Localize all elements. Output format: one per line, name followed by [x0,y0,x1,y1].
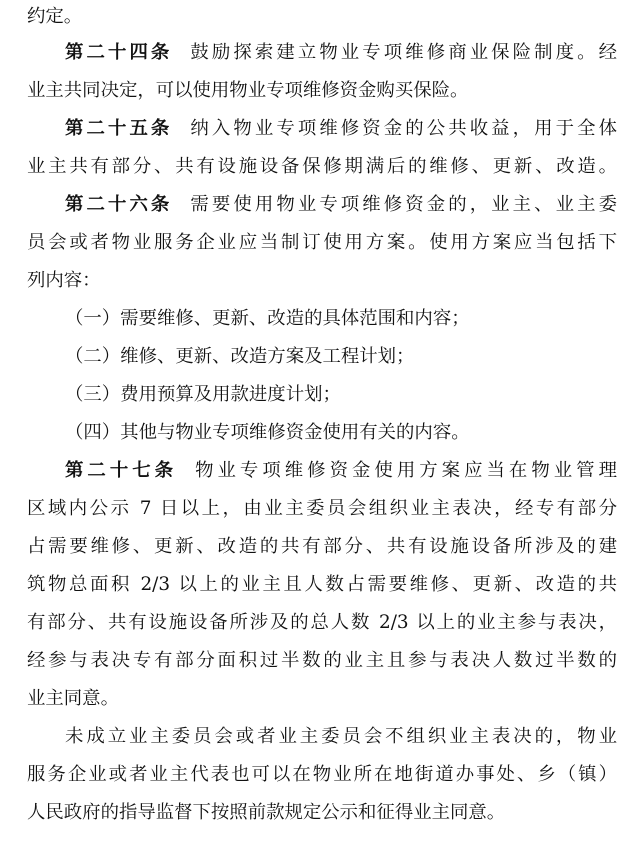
article-number: 第二十四条 [65,42,173,63]
text-line [27,494,617,524]
line-text: 人民政府的指导监督下按照前款规定公示和征得业主同意。 [27,802,506,823]
line-text: 约定。 [27,6,83,27]
line-text: 区域内公示 7 日以上，由业主委员会组织业主表决，经专有部分 [27,498,617,519]
article-27-first-line [65,456,617,486]
line-text: 业主同意。 [27,688,119,709]
article-26-first-line [65,190,617,220]
text-line [27,152,617,182]
line-text: 筑物总面积 2/3 以上的业主且人数占需要维修、更新、改造的共 [27,574,617,595]
line-text: 需要使用物业专项维修资金的，业主、业主委 [190,194,617,215]
line-text: 物业专项维修资金使用方案应当在物业管理 [195,460,617,481]
article-number: 第二十六条 [65,194,173,215]
text-line [27,570,617,600]
list-item [65,418,470,448]
line-text: 纳入物业专项维修资金的公共收益，用于全体 [190,118,617,139]
line-text: （四）其他与物业专项维修资金使用有关的内容。 [65,422,470,443]
line-text: （一）需要维修、更新、改造的具体范围和内容； [65,308,470,329]
line-text: （三）费用预算及用款进度计划； [65,384,341,405]
line-text: 员会或者物业服务企业应当制订使用方案。使用方案应当包括下 [27,232,617,253]
article-number: 第二十五条 [65,118,173,139]
line-text: 业主共同决定，可以使用物业专项维修资金购买保险。 [27,80,469,101]
line-text: 业主共有部分、共有设施设备保修期满后的维修、更新、改造。 [27,156,617,177]
text-line [27,684,119,714]
text-line [27,798,505,828]
line-text: 占需要维修、更新、改造的共有部分、共有设施设备所涉及的建 [27,536,617,557]
list-item [65,380,341,410]
line-text: 列内容： [27,270,101,291]
article-24-first-line [65,38,617,68]
line-text: （二）维修、更新、改造方案及工程计划； [65,346,415,367]
line-text: 有部分、共有设施设备所涉及的总人数 2/3 以上的业主参与表决， [27,612,617,633]
line-text: 经参与表决专有部分面积过半数的业主且参与表决人数过半数的 [27,650,617,671]
text-line [27,760,617,790]
text-line [27,646,617,676]
line-text: 鼓励探索建立物业专项维修商业保险制度。经 [190,42,617,63]
text-line [27,532,617,562]
article-number: 第二十七条 [65,460,178,481]
text-line [27,76,468,106]
text-line [27,266,101,296]
line-text: 服务企业或者业主代表也可以在物业所在地街道办事处、乡（镇） [27,764,617,785]
line-text: 未成立业主委员会或者业主委员会不组织业主表决的，物业 [65,726,617,747]
list-item [65,342,414,372]
text-line [27,608,617,638]
text-line [27,228,617,258]
article-25-first-line [65,114,617,144]
paragraph-first-line [65,722,617,752]
list-item [65,304,470,334]
text-line [27,2,82,32]
